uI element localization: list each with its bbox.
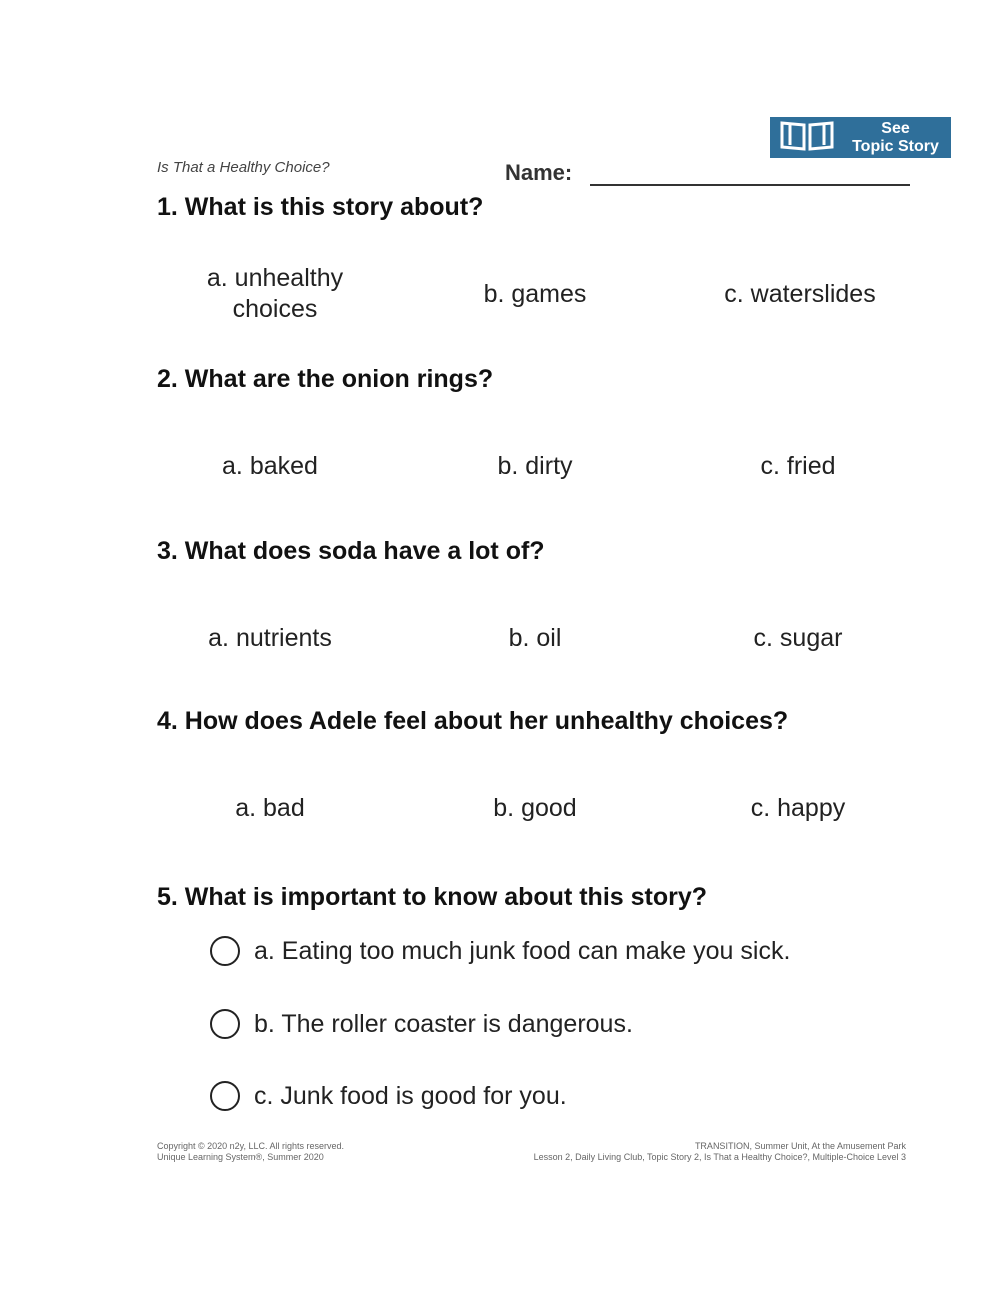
footer-lesson-info bbox=[534, 1141, 906, 1163]
footer-left-line1: Copyright © 2020 n2y, LLC. All rights reserved. bbox=[157, 1141, 345, 1151]
question-5: 5. What is important to know about this story? bbox=[157, 883, 708, 911]
q2-option-a[interactable]: a. baked bbox=[222, 452, 318, 480]
q3-option-a[interactable]: a. nutrients bbox=[208, 624, 332, 652]
open-book-icon bbox=[778, 119, 836, 158]
question-4: 4. How does Adele feel about her unhealthy choices? bbox=[157, 707, 789, 735]
topic-button-label bbox=[840, 120, 951, 156]
q5-option-b-radio[interactable] bbox=[210, 1009, 240, 1039]
q5-option-b[interactable] bbox=[210, 1009, 633, 1039]
q5-option-a-radio[interactable] bbox=[210, 936, 240, 966]
footer-left-line2: Unique Learning System®, Summer 2020 bbox=[157, 1152, 324, 1162]
footer-right-line1: TRANSITION, Summer Unit, At the Amusement Park bbox=[694, 1141, 906, 1151]
q1-option-a[interactable]: a. unhealthy choices bbox=[206, 264, 344, 323]
topic-button-line2: Topic Story bbox=[852, 137, 939, 155]
question-1: 1. What is this story about? bbox=[157, 193, 484, 221]
footer-copyright bbox=[157, 1141, 344, 1163]
q3-option-c[interactable]: c. sugar bbox=[753, 624, 843, 652]
q5-option-b-label: b. The roller coaster is dangerous. bbox=[254, 1009, 633, 1038]
question-2: 2. What are the onion rings? bbox=[157, 365, 494, 393]
name-line[interactable] bbox=[590, 184, 910, 186]
q5-option-c-label: c. Junk food is good for you. bbox=[254, 1081, 567, 1110]
question-3: 3. What does soda have a lot of? bbox=[157, 537, 545, 565]
q5-option-c[interactable] bbox=[210, 1081, 567, 1111]
q4-option-c[interactable]: c. happy bbox=[750, 794, 846, 822]
story-title: Is That a Healthy Choice? bbox=[157, 159, 330, 176]
footer-right-line2: Lesson 2, Daily Living Club, Topic Story 2, Is That a Healthy Choice?, Multiple-Choice Level 3 bbox=[533, 1152, 906, 1162]
q5-option-a[interactable] bbox=[210, 936, 790, 966]
topic-button-line1: See bbox=[881, 119, 910, 137]
q2-option-c[interactable]: c. fried bbox=[760, 452, 836, 480]
q3-option-b[interactable]: b. oil bbox=[508, 624, 562, 652]
see-topic-story-button[interactable] bbox=[770, 117, 951, 158]
q2-option-b[interactable]: b. dirty bbox=[497, 452, 573, 480]
q1-option-c[interactable]: c. waterslides bbox=[724, 280, 876, 308]
q4-option-b[interactable]: b. good bbox=[493, 794, 577, 822]
q4-option-a[interactable]: a. bad bbox=[235, 794, 305, 822]
q1-option-b[interactable]: b. games bbox=[483, 280, 587, 308]
q5-option-c-radio[interactable] bbox=[210, 1081, 240, 1111]
q5-option-a-label: a. Eating too much junk food can make you sick. bbox=[254, 936, 791, 965]
name-label: Name: bbox=[505, 160, 573, 185]
